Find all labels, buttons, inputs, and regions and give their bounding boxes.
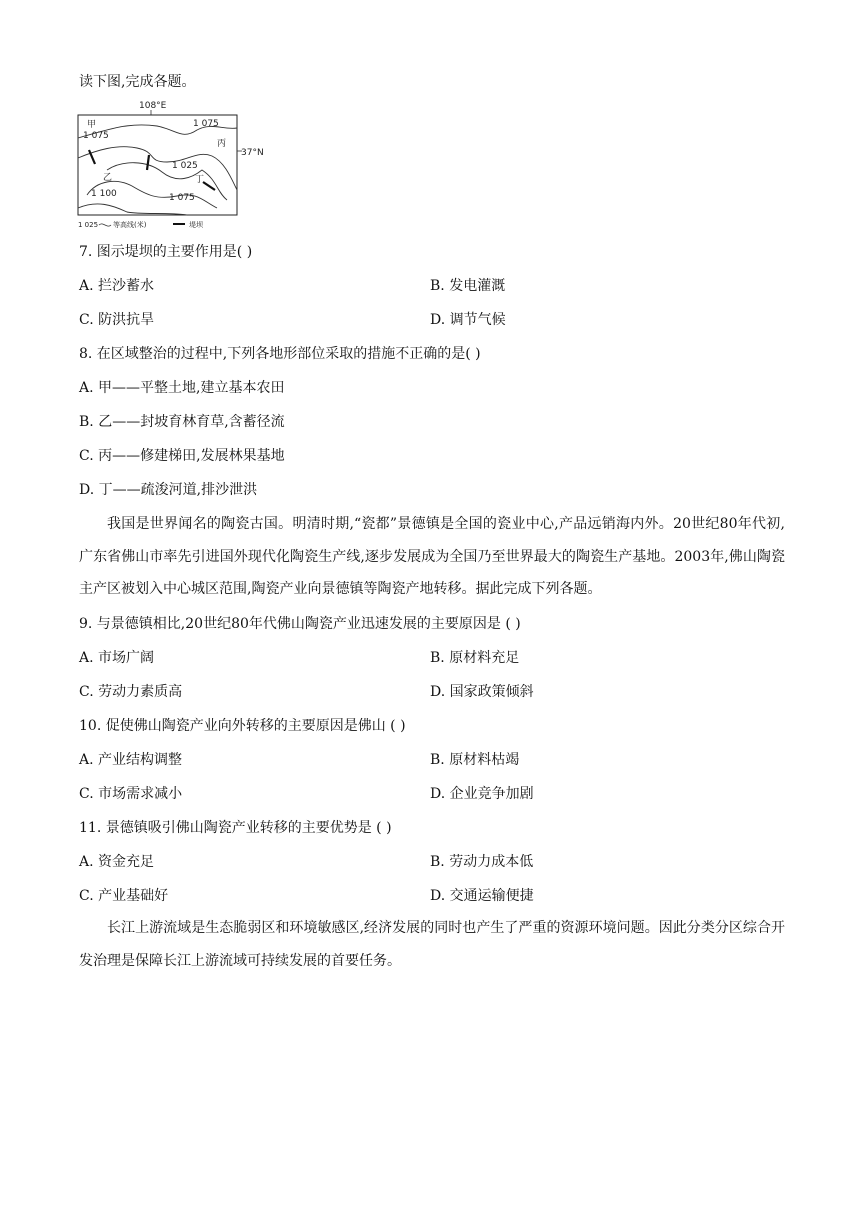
contour-label: 1 075 [169, 193, 195, 203]
question-9-stem: 9. 与景德镇相比,20世纪80年代佛山陶瓷产业迅速发展的主要原因是 ( ) [79, 616, 521, 632]
legend-contour-text: 等高线(米) [113, 221, 147, 229]
question-11-option-a: A. 资金充足 [79, 854, 155, 870]
intro-text: 读下图,完成各题。 [79, 74, 196, 90]
question-8-option-d: D. 丁——疏浚河道,排沙泄洪 [79, 482, 258, 498]
question-10-option-b: B. 原材料枯竭 [430, 752, 520, 768]
question-10-option-a: A. 产业结构调整 [79, 752, 183, 768]
dam-marker [203, 182, 215, 190]
question-11-option-d: D. 交通运输便捷 [430, 888, 534, 904]
question-8-option-b: B. 乙——封坡育林育草,含蓄径流 [79, 414, 285, 430]
question-10-stem: 10. 促使佛山陶瓷产业向外转移的主要原因是佛山 ( ) [79, 718, 406, 734]
latitude-label: 37°N [241, 148, 264, 158]
question-7-option-c: C. 防洪抗旱 [79, 312, 155, 328]
longitude-label: 108°E [139, 101, 167, 111]
question-8-stem: 8. 在区域整治的过程中,下列各地形部位采取的措施不正确的是( ) [79, 346, 481, 362]
question-7-option-b: B. 发电灌溉 [430, 278, 506, 294]
legend-contour-icon [99, 224, 111, 226]
question-8-option-a: A. 甲——平整土地,建立基本农田 [79, 380, 285, 396]
question-10-option-c: C. 市场需求减小 [79, 786, 183, 802]
dam-marker [147, 155, 149, 170]
question-11-option-c: C. 产业基础好 [79, 888, 169, 904]
question-9-option-d: D. 国家政策倾斜 [430, 684, 534, 700]
question-10-option-d: D. 企业竞争加剧 [430, 786, 534, 802]
question-9-option-c: C. 劳动力素质高 [79, 684, 183, 700]
question-9-option-a: A. 市场广阔 [79, 650, 155, 666]
place-label-ding: 丁 [195, 175, 205, 185]
question-8-option-c: C. 丙——修建梯田,发展林果基地 [79, 448, 285, 464]
place-label-yi: 乙 [103, 173, 113, 183]
contour-label: 1 025 [172, 161, 198, 171]
contour-label: 1 075 [193, 119, 219, 129]
place-label-jia: 甲 [87, 120, 97, 130]
question-7-option-d: D. 调节气候 [430, 312, 506, 328]
contour-label: 1 075 [83, 131, 109, 141]
question-7-option-a: A. 拦沙蓄水 [79, 278, 155, 294]
question-11-option-b: B. 劳动力成本低 [430, 854, 534, 870]
contour-map [77, 100, 264, 232]
question-9-option-b: B. 原材料充足 [430, 650, 520, 666]
question-11-stem: 11. 景德镇吸引佛山陶瓷产业转移的主要优势是 ( ) [79, 820, 392, 836]
place-label-bing: 丙 [217, 139, 227, 149]
question-7-stem: 7. 图示堤坝的主要作用是( ) [79, 244, 253, 260]
legend-contour-sample: 1 025 [78, 221, 99, 229]
passage-ceramics: 我国是世界闻名的陶瓷古国。明清时期,“瓷都”景德镇是全国的瓷业中心,产品远销海内外。20世纪80年代初,广东省佛山市率先引进国外现代化陶瓷生产线,逐步发展成为全国乃至世界最大的陶瓷生产基地。2003年,佛山陶瓷主产区被划入中心城区范围,陶瓷产业向景德镇等陶瓷产地转移。据此完成下列各题。 [79, 516, 785, 597]
contour-label: 1 100 [91, 189, 117, 199]
passage-yangtze: 长江上游流域是生态脆弱区和环境敏感区,经济发展的同时也产生了严重的资源环境问题。因此分类分区综合开发治理是保障长江上游流域可持续发展的首要任务。 [79, 920, 785, 969]
legend-dam-text: 堤坝 [189, 221, 203, 229]
